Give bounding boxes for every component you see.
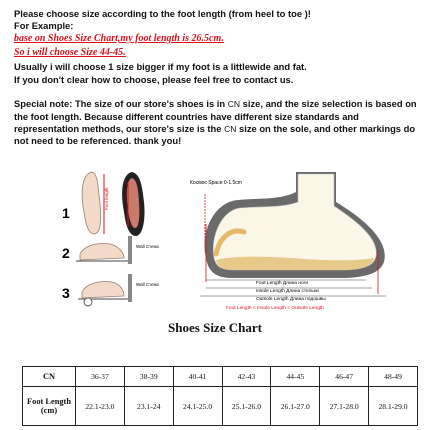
row-label-foot-length: Foot Length (cm): [23, 387, 76, 426]
table-cell: 23.1-24: [124, 387, 173, 426]
insole-length-legend: Insole Length Длина стельки: [256, 289, 319, 294]
table-cell: 24.1-25.0: [173, 387, 222, 426]
wall-icon: [128, 236, 132, 264]
side-foot-icon: [80, 243, 124, 260]
wide-foot-tip: Usually i will choose 1 size bigger if my foot is a littlewide and fat.: [14, 61, 307, 72]
table-cell: 48-49: [369, 367, 418, 387]
table-cell: 22.1-23.0: [76, 387, 125, 426]
instruction-line: Please choose size according to the foot length (from heel to toe )!: [14, 8, 311, 19]
table-cell: 28.1-29.0: [369, 387, 418, 426]
side-foot-icon: [82, 281, 124, 298]
foot-length-label: Foot length: [104, 187, 109, 210]
row-label-cn: CN: [23, 367, 76, 387]
step-number: 2: [62, 245, 70, 261]
table-cell: 38-39: [124, 367, 173, 387]
table-cell: 26.1-27.0: [271, 387, 320, 426]
measurement-illustration: [0, 162, 430, 312]
size-table: [22, 366, 418, 426]
foot-length-legend: Foot Length Длина ноги: [256, 281, 309, 286]
example-foot-length: base on Shoes Size Chart,my foot length is 26.5cm.: [14, 33, 224, 44]
table-cell: 46-47: [320, 367, 369, 387]
example-heading: For Example:: [14, 20, 74, 31]
foot-inside-shoe-icon: [213, 174, 376, 270]
ruler-icon: [84, 298, 92, 306]
table-row: [23, 387, 418, 426]
example-size-choice: So i will choose Size 44-45.: [14, 47, 126, 58]
table-cell: 27.1-28.0: [320, 387, 369, 426]
wall-label: Wall Стена: [136, 282, 159, 287]
outsole-length-legend: Outsole Length Длина подошвы: [256, 297, 326, 302]
special-note: Special note: The size of our store's shoes is in CN size, and the size selection is based on the foot length. Because different countries have different size standards and representation methods, our store's size is the CN size on the sole, and other markings do not need to be referenced. thank you!: [14, 98, 417, 147]
table-cell: 25.1-26.0: [222, 387, 271, 426]
table-cell: 40-41: [173, 367, 222, 387]
foot-outline-icon: [82, 172, 101, 234]
step-number: 3: [62, 285, 70, 301]
contact-tip: If you don't clear how to choose, please feel free to contact us.: [14, 74, 294, 85]
table-row: [23, 367, 418, 387]
space-label: Космос Space 0-1.5cm: [190, 180, 242, 186]
wall-icon: [128, 274, 132, 302]
step-number: 1: [62, 205, 70, 221]
table-cell: 36-37: [76, 367, 125, 387]
length-formula: Foot Length < Insole Length < Outsole Length: [226, 306, 324, 311]
chart-title: Shoes Size Chart: [168, 320, 262, 335]
table-cell: 42-43: [222, 367, 271, 387]
table-cell: 44-45: [271, 367, 320, 387]
wall-label: Wall Стена: [136, 244, 159, 249]
